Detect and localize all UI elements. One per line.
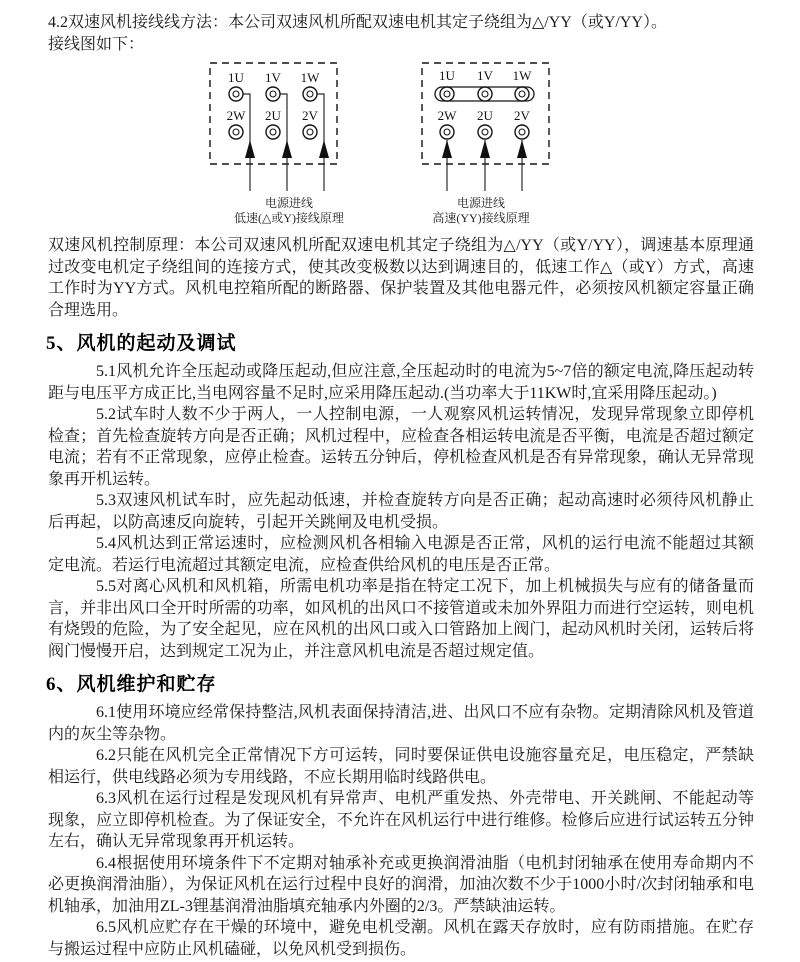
terminal-2w bbox=[438, 108, 458, 139]
terminal-label: 1V bbox=[477, 68, 493, 83]
section-5-heading: 5、风机的起动及调试 bbox=[46, 333, 237, 354]
power-wire-3 bbox=[317, 94, 324, 191]
terminal-2v bbox=[514, 108, 531, 139]
control-principle-paragraph: 双速风机控制原理：本公司双速风机所配双速电机其定子绕组为△/YY（或Y/YY），调速基本原理通过改变电机定子绕组间的连接方式，使其改变极数以达到调速目的，低速工作△（或Y）方式，高速工作时为YY方式。风机电控箱所配的断路器、保护装置及其他电器元件，必须按风机额定容量正确合理选用。 bbox=[48, 237, 754, 319]
up-arrow-icon bbox=[517, 140, 527, 158]
up-arrow-icon bbox=[480, 140, 490, 158]
low-speed-figure bbox=[209, 62, 369, 226]
terminal-label: 1V bbox=[265, 70, 281, 85]
paragraph-5-2: 5.2试车时人数不少于两人，一人控制电源，一人观察风机运转情况，发现异常现象立即停机检查；首先检查旋转方向是否正确；风机过程中，应检查各相运转电流是否平衡，电流是否超过额定电流；若有不正常现象，应停止检查。运转五分钟后，停机检查风机是否有异常现象，确认无异常现象再开机运转。 bbox=[48, 406, 754, 488]
wiring-diagrams bbox=[209, 62, 754, 226]
up-arrow-icon bbox=[319, 140, 329, 158]
paragraph-5-5: 5.5对离心风机和风机箱，所需电机功率是指在特定工况下，加上机械损失与应有的储备量而言，并非出风口全开时所需的功率，如风机的出风口不接管道或未加外界阻力而进行空运转，则电机有烧毁的危险，为了安全起见，应在风机的出风口或入口管路加上阀门，起动风机时关闭，运转后将阀门慢慢开启，达到规定工况为止，并注意风机电流是否超过规定值。 bbox=[48, 578, 754, 660]
paragraph-6-4: 6.4根据使用环境条件下不定期对轴承补充或更换润滑油脂（电机封闭轴承在使用寿命期内不必更换润滑油脂），为保证风机在运行过程中良好的润滑，加油次数不少于1000小时/次封闭轴承和电机轴承，加油用ZL-3锂基润滑油脂填充轴承内外圈的2/3。严禁缺油运转。 bbox=[48, 854, 754, 915]
terminal-label: 2V bbox=[302, 108, 318, 123]
paragraph-6-5: 6.5风机应贮存在干燥的环境中，避免电机受潮。风机在露天存放时，应有防雨措施。在贮存与搬运过程中应防止风机磕碰，以免风机受到损伤。 bbox=[48, 919, 754, 958]
terminal-label: 2U bbox=[477, 108, 493, 123]
terminal-2v bbox=[302, 108, 319, 139]
section-6-heading: 6、风机维护和贮存 bbox=[46, 674, 217, 695]
caption-line: 电源进线 bbox=[456, 196, 505, 210]
terminal-2u bbox=[265, 108, 282, 139]
high-speed-figure bbox=[421, 62, 581, 226]
terminal-1u bbox=[439, 68, 456, 101]
caption-line: 高速(YY)接线原理 bbox=[432, 211, 530, 225]
terminal-1w bbox=[513, 68, 533, 101]
up-arrow-icon bbox=[442, 140, 452, 158]
terminal-label: 1U bbox=[439, 68, 455, 83]
terminal-1u bbox=[228, 70, 245, 101]
low-speed-wiring-diagram bbox=[209, 62, 369, 194]
terminal-2w bbox=[227, 108, 247, 139]
terminal-label: 2W bbox=[226, 108, 246, 123]
paragraph-5-4: 5.4风机达到正常运速时，应检测风机各相输入电源是否正常，风机的运行电流不能超过其额定电流。若运行电流超过其额定电流，应检查供给风机的电压是否正常。 bbox=[48, 535, 754, 574]
paragraph-6-1: 6.1使用环境应经常保持整洁,风机表面保持清洁,进、出风口不应有杂物。定期清除风机及管道内的灰尘等杂物。 bbox=[48, 704, 754, 743]
low-speed-caption bbox=[209, 196, 369, 226]
up-arrow-icon bbox=[245, 140, 255, 158]
intro-line-2: 接线图如下： bbox=[48, 35, 145, 53]
terminal-label: 1W bbox=[300, 70, 320, 85]
paragraph-5-1: 5.1风机允许全压起动或降压起动,但应注意,全压起动时的电流为5~7倍的额定电流,降压起动转距与电压平方成正比,当电网容量不足时,应采用降压起动.(当功率大于11KW时,宜采用降压起动。) bbox=[48, 363, 754, 402]
terminal-label: 1W bbox=[512, 68, 532, 83]
paragraph-6-3: 6.3风机在运行过程是发现风机有异常声、电机严重发热、外壳带电、开关跳闸、不能起动等现象，应立即停机检查。为了保证安全，不允许在风机运行中进行维修。检修后应进行试运转五分钟左右，确认无异常现象再开机运转。 bbox=[48, 790, 754, 850]
paragraph-6-2: 6.2只能在风机完全正常情况下方可运转，同时要保证供电设施容量充足，电压稳定，严禁缺相运行，供电线路必须为专用线路，不应长期用临时线路供电。 bbox=[48, 747, 754, 786]
caption-line: 电源进线 bbox=[264, 196, 313, 210]
intro-line-1: 4.2双速风机接线线方法：本公司双速风机所配双速电机其定子绕组为△/YY（或Y/YY）。 bbox=[48, 14, 667, 31]
terminal-label: 1U bbox=[228, 70, 244, 85]
caption-line: 低速(△或Y)接线原理 bbox=[234, 211, 344, 225]
terminal-label: 2U bbox=[265, 108, 281, 123]
terminal-label: 2V bbox=[514, 108, 530, 123]
terminal-1w bbox=[301, 70, 321, 101]
high-speed-wiring-diagram bbox=[421, 62, 581, 194]
up-arrow-icon bbox=[282, 140, 292, 158]
terminal-label: 2W bbox=[437, 108, 457, 123]
power-wire-2 bbox=[280, 94, 287, 191]
paragraph-5-3: 5.3双速风机试车时，应先起动低速，并检查旋转方向是否正确；起动高速时必须待风机静止后再起，以防高速反向旋转，引起开关跳闸及电机受损。 bbox=[48, 492, 754, 531]
terminal-1v bbox=[265, 70, 282, 101]
terminal-2u bbox=[477, 108, 494, 139]
terminal-1v bbox=[477, 68, 494, 101]
high-speed-caption bbox=[401, 196, 561, 226]
